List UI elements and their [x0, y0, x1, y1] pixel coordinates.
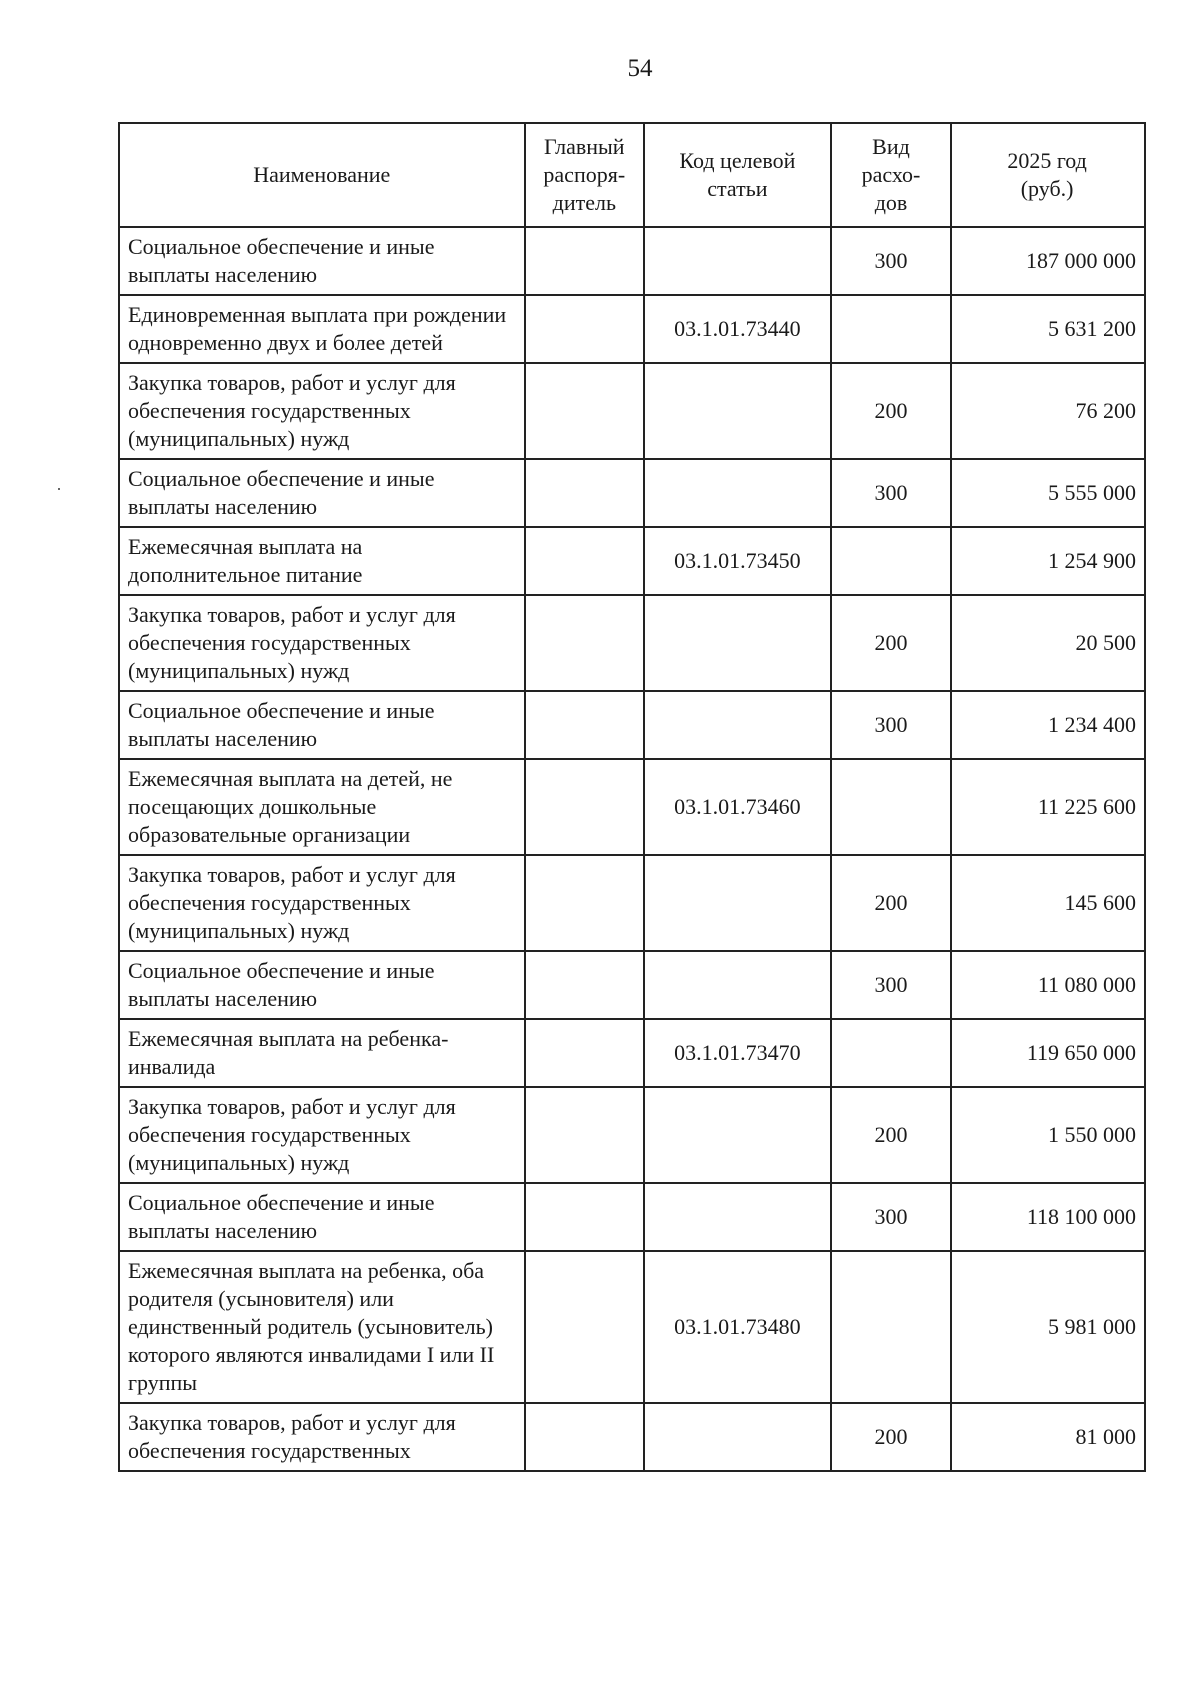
table-row [119, 1403, 1145, 1471]
cell-type: 300 [831, 1183, 951, 1251]
cell-name: Закупка товаров, работ и услуг для обеспечения государственных (муниципальных) нужд [119, 1087, 525, 1183]
cell-type: 200 [831, 855, 951, 951]
cell-admin [525, 1087, 644, 1183]
cell-code: 03.1.01.73480 [644, 1251, 831, 1403]
cell-admin [525, 227, 644, 295]
table-row [119, 295, 1145, 363]
cell-admin [525, 691, 644, 759]
cell-name: Социальное обеспечение и иные выплаты населению [119, 951, 525, 1019]
cell-code [644, 459, 831, 527]
cell-admin [525, 759, 644, 855]
page-number: 54 [627, 55, 653, 82]
scan-speck [58, 488, 60, 490]
table-body [119, 227, 1145, 1471]
cell-amount: 1 254 900 [951, 527, 1145, 595]
header-type: Вид расхо- дов [831, 123, 951, 227]
cell-code [644, 363, 831, 459]
cell-name: Ежемесячная выплата на ребенка-инвалида [119, 1019, 525, 1087]
cell-type [831, 1019, 951, 1087]
cell-name: Закупка товаров, работ и услуг для обеспечения государственных (муниципальных) нужд [119, 363, 525, 459]
budget-table [118, 122, 1146, 1472]
cell-amount: 76 200 [951, 363, 1145, 459]
cell-type [831, 759, 951, 855]
cell-type [831, 527, 951, 595]
cell-name: Социальное обеспечение и иные выплаты населению [119, 227, 525, 295]
cell-name: Закупка товаров, работ и услуг для обеспечения государственных (муниципальных) нужд [119, 595, 525, 691]
cell-amount: 11 225 600 [951, 759, 1145, 855]
cell-code: 03.1.01.73450 [644, 527, 831, 595]
table-row [119, 855, 1145, 951]
cell-type: 300 [831, 691, 951, 759]
cell-amount: 187 000 000 [951, 227, 1145, 295]
cell-name: Социальное обеспечение и иные выплаты населению [119, 459, 525, 527]
cell-name: Закупка товаров, работ и услуг для обеспечения государственных [119, 1403, 525, 1471]
cell-admin [525, 1403, 644, 1471]
cell-code: 03.1.01.73440 [644, 295, 831, 363]
cell-type [831, 295, 951, 363]
cell-amount: 119 650 000 [951, 1019, 1145, 1087]
table-row [119, 1251, 1145, 1403]
cell-type: 200 [831, 595, 951, 691]
cell-amount: 20 500 [951, 595, 1145, 691]
cell-code: 03.1.01.73470 [644, 1019, 831, 1087]
table-row [119, 759, 1145, 855]
table-row [119, 691, 1145, 759]
table-row [119, 363, 1145, 459]
header-amount: 2025 год (руб.) [951, 123, 1145, 227]
cell-code [644, 691, 831, 759]
cell-amount: 118 100 000 [951, 1183, 1145, 1251]
cell-code [644, 1183, 831, 1251]
cell-code [644, 951, 831, 1019]
cell-type: 300 [831, 227, 951, 295]
cell-code [644, 1403, 831, 1471]
cell-admin [525, 1019, 644, 1087]
cell-amount: 5 631 200 [951, 295, 1145, 363]
header-code: Код целевой статьи [644, 123, 831, 227]
cell-amount: 81 000 [951, 1403, 1145, 1471]
table-row [119, 1183, 1145, 1251]
cell-amount: 1 234 400 [951, 691, 1145, 759]
cell-name: Ежемесячная выплата на детей, не посещающих дошкольные образовательные организации [119, 759, 525, 855]
cell-amount: 145 600 [951, 855, 1145, 951]
cell-code [644, 1087, 831, 1183]
cell-name: Социальное обеспечение и иные выплаты населению [119, 1183, 525, 1251]
cell-admin [525, 527, 644, 595]
cell-type: 200 [831, 1087, 951, 1183]
cell-admin [525, 855, 644, 951]
cell-admin [525, 1251, 644, 1403]
table-row [119, 1087, 1145, 1183]
cell-name: Ежемесячная выплата на дополнительное питание [119, 527, 525, 595]
cell-admin [525, 295, 644, 363]
cell-type: 300 [831, 459, 951, 527]
table-row [119, 951, 1145, 1019]
cell-admin [525, 363, 644, 459]
header-admin: Главный распоря- дитель [525, 123, 644, 227]
cell-admin [525, 459, 644, 527]
cell-name: Ежемесячная выплата на ребенка, оба родителя (усыновителя) или единственный родитель (усыновитель) которого являются инвалидами I или II группы [119, 1251, 525, 1403]
cell-type: 200 [831, 363, 951, 459]
table-row [119, 595, 1145, 691]
cell-code: 03.1.01.73460 [644, 759, 831, 855]
table-header-row [119, 123, 1145, 227]
cell-code [644, 855, 831, 951]
cell-admin [525, 951, 644, 1019]
cell-type [831, 1251, 951, 1403]
cell-name: Социальное обеспечение и иные выплаты населению [119, 691, 525, 759]
table-row [119, 527, 1145, 595]
cell-amount: 5 555 000 [951, 459, 1145, 527]
table-row [119, 1019, 1145, 1087]
cell-admin [525, 1183, 644, 1251]
cell-amount: 1 550 000 [951, 1087, 1145, 1183]
cell-code [644, 227, 831, 295]
table-row [119, 459, 1145, 527]
table-row [119, 227, 1145, 295]
cell-code [644, 595, 831, 691]
cell-type: 200 [831, 1403, 951, 1471]
cell-amount: 11 080 000 [951, 951, 1145, 1019]
cell-admin [525, 595, 644, 691]
cell-amount: 5 981 000 [951, 1251, 1145, 1403]
header-name: Наименование [119, 123, 525, 227]
cell-name: Единовременная выплата при рождении одновременно двух и более детей [119, 295, 525, 363]
cell-name: Закупка товаров, работ и услуг для обеспечения государственных (муниципальных) нужд [119, 855, 525, 951]
cell-type: 300 [831, 951, 951, 1019]
